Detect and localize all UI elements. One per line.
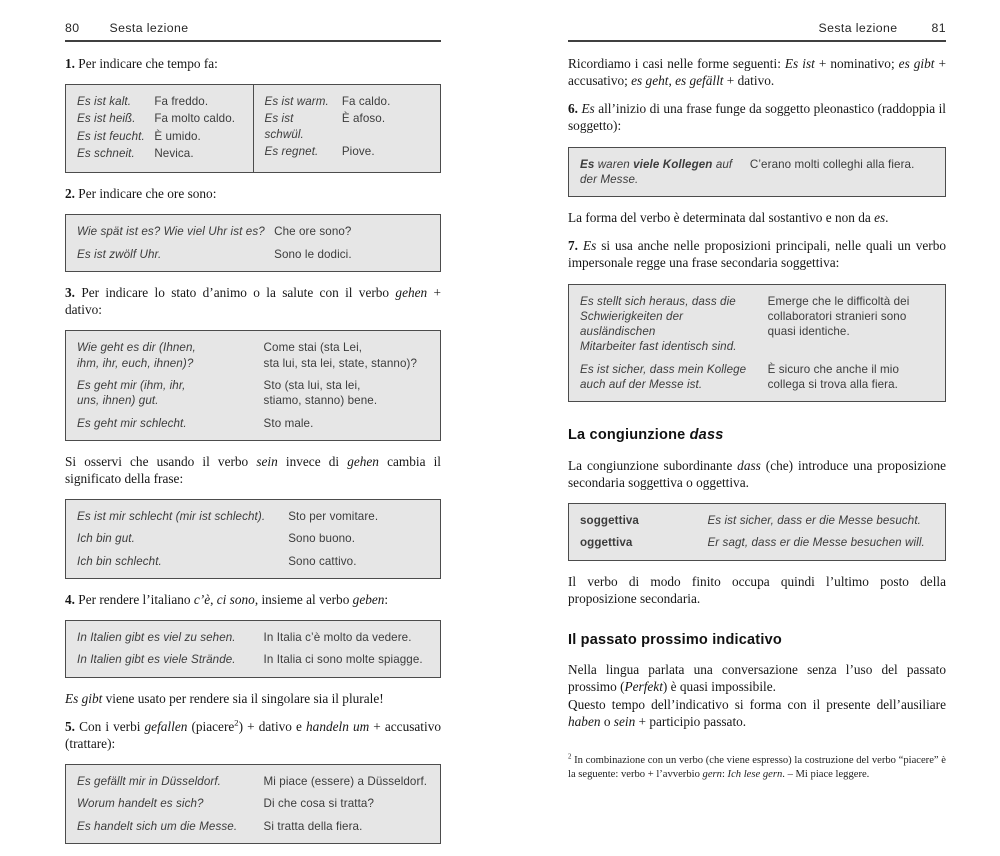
text-run: Come stai (sta Lei, (263, 341, 363, 355)
text-run: 2. (65, 186, 75, 202)
german-cell (77, 416, 264, 431)
text-run: In Italien gibt es viele Strände. (77, 653, 236, 667)
german-cell (77, 509, 288, 524)
text-run: La congiunzione (568, 427, 690, 444)
italian-cell (264, 378, 429, 409)
paragraph (65, 185, 441, 202)
text-run: Es ist mir schlecht (mir ist schlecht). (77, 510, 266, 524)
text-run: ihm, ihr, euch, ihnen)? (77, 356, 194, 370)
german-cell (77, 652, 264, 667)
text-run: Es ist feucht. (77, 129, 145, 143)
german-cell (77, 630, 264, 645)
text-run: quasi identiche. (767, 325, 850, 339)
text-run: Per indicare che ore sono: (74, 186, 217, 202)
text-run: Il verbo di modo finito occupa quindi l’ultimo posto della proposizione secondaria. (568, 573, 946, 606)
text-run: C’erano molti colleghi alla fiera. (749, 157, 915, 171)
text-run: Nevica. (154, 147, 194, 161)
table-row (265, 94, 430, 109)
paragraph (65, 55, 441, 72)
text-run: Sto male. (263, 416, 314, 430)
table-row (77, 146, 242, 161)
german-cell (77, 378, 264, 409)
text-run: Questo tempo dell’indicativo si forma con il presente dell’ausiliare (568, 696, 946, 712)
text-run: haben (568, 713, 601, 729)
text-run: Si osservi che usando il verbo (65, 453, 257, 469)
paragraph (65, 453, 441, 487)
german-cell (265, 111, 342, 142)
grammar-table (65, 499, 441, 579)
text-run: sein (256, 453, 278, 469)
text-run: Sono le dodici. (274, 247, 352, 261)
text-run: È afoso. (341, 112, 386, 126)
paragraph (65, 591, 441, 608)
example-cell (707, 535, 934, 550)
text-run: Es (581, 101, 595, 117)
text-run: si usa anche nelle proposizioni principali, nelle quali un verbo impersonale regge una frase secondaria soggettiva: (568, 238, 947, 271)
text-run: collega si trova alla fiera. (767, 378, 899, 392)
text-run: Wie spät ist es? Wie viel Uhr ist es? (77, 225, 265, 239)
table-row (77, 531, 429, 546)
paragraph (568, 100, 946, 134)
text-run: cambia il significato della frase: (65, 453, 441, 486)
table-row (77, 247, 429, 262)
text-run: Es gefällt mir in Düsseldorf. (77, 775, 222, 789)
text-run: In Italia c’è molto da vedere. (263, 631, 412, 645)
grammar-table (65, 330, 441, 440)
text-run: . – Mi piace leggere. (782, 769, 870, 781)
italian-cell (768, 362, 934, 393)
text-run: Che ore sono? (274, 225, 352, 239)
text-run: Es stellt sich heraus, dass die (580, 294, 736, 308)
section-title (568, 427, 946, 444)
italian-cell (288, 509, 429, 524)
text-run: + accusativo; (568, 56, 946, 89)
table-row (77, 509, 429, 524)
italian-cell (750, 157, 934, 188)
text-run: Fa freddo. (154, 95, 209, 109)
text-run: geben (352, 592, 385, 607)
table-row (77, 111, 242, 126)
text-run: sein (613, 713, 636, 729)
paragraph (65, 690, 441, 707)
text-run: 2 (234, 717, 239, 728)
text-run: Es ist schwül. (264, 112, 304, 141)
grammar-table (568, 147, 946, 198)
text-run: es gefällt (675, 73, 724, 89)
text-run: 5. (65, 718, 75, 734)
text-run: Mi piace (essere) a Düsseldorf. (263, 775, 428, 789)
right-page (568, 21, 946, 783)
text-run: , (668, 73, 676, 89)
table-row (77, 554, 429, 569)
text-run: Es ist (784, 56, 815, 71)
table-row (77, 630, 429, 645)
text-run: Emerge che le difficoltà dei (767, 294, 910, 308)
paragraph (65, 284, 441, 318)
text-run: , insieme al verbo (254, 592, 353, 607)
german-cell (77, 247, 274, 262)
text-run: es geht (631, 73, 669, 89)
italian-cell (154, 146, 241, 161)
text-run: La forma del verbo è determinata dal sostantivo e non da (568, 210, 875, 226)
text-run: Es gibt (65, 690, 103, 706)
grammar-table-two-column (65, 84, 441, 173)
italian-cell (264, 630, 429, 645)
text-run: (piacere (187, 718, 235, 734)
german-cell (265, 94, 342, 109)
italian-cell (264, 819, 429, 834)
page-number: 80 (65, 21, 80, 35)
text-run: viele Kollegen (633, 157, 713, 171)
paragraph (568, 237, 946, 271)
text-run: Sto per vomitare. (288, 510, 379, 524)
text-run: È umido. (154, 129, 201, 143)
italian-cell (342, 94, 429, 109)
text-run: : (721, 769, 728, 781)
text-run: Piove. (341, 145, 375, 159)
table-row (77, 94, 242, 109)
text-run: Es ist sicher, dass mein Kollege (580, 362, 747, 376)
text-run: Es schneit. (77, 147, 135, 161)
text-run: Sto (sta lui, sta lei, (263, 378, 361, 392)
text-run: Ich bin gut. (77, 532, 135, 546)
text-run: + accusativo (trattare): (65, 718, 441, 752)
text-run: Schwierigkeiten der ausländischen (580, 309, 684, 339)
text-run: Mitarbeiter fast identisch sind. (580, 340, 737, 354)
text-run: 1. (65, 56, 75, 71)
text-run: Il passato prossimo indicativo (568, 631, 782, 648)
text-run: gehen (347, 453, 379, 469)
german-cell (580, 157, 750, 188)
text-run: gefallen (144, 718, 188, 734)
table-row (580, 513, 934, 528)
page-content-left (65, 55, 441, 844)
german-cell (77, 146, 154, 161)
table-row (77, 416, 429, 431)
grammar-table (568, 284, 946, 403)
text-run: , (210, 592, 217, 607)
german-cell (77, 819, 264, 834)
text-run: (che) introduce una proposizione secondaria soggettiva o oggettiva. (568, 457, 946, 490)
text-run: Es ist warm. (264, 95, 329, 109)
page-number: 81 (931, 21, 946, 35)
text-run: Es geht mir schlecht. (77, 416, 187, 430)
german-cell (265, 144, 342, 159)
table-right-half (253, 85, 441, 172)
italian-cell (288, 531, 429, 546)
text-run: ) è quasi impossibile. (662, 679, 776, 695)
italian-cell (264, 796, 429, 811)
text-run: waren (594, 157, 634, 171)
text-run: Es ist heiß. (77, 112, 136, 126)
paragraph (568, 55, 946, 89)
page-header-left (65, 21, 441, 42)
text-run: invece di (277, 453, 348, 469)
italian-cell (264, 416, 429, 431)
italian-cell (274, 247, 429, 262)
text-run: 6. (568, 101, 578, 117)
text-run: + participio passato. (635, 713, 747, 729)
text-run: In Italia ci sono molte spiagge. (263, 653, 423, 667)
text-run: La congiunzione subordinante (568, 457, 738, 473)
text-run: 7. (568, 238, 578, 254)
text-run: Fa caldo. (341, 95, 391, 109)
text-run: stiamo, stanno) bene. (263, 394, 378, 408)
label-cell: oggettiva (580, 536, 633, 550)
italian-cell (342, 111, 429, 142)
dass-table (568, 503, 946, 561)
table-row (580, 294, 934, 355)
text-run: es gibt (898, 56, 935, 71)
text-run: Es regnet. (264, 145, 319, 159)
text-run: Es ist kalt. (77, 95, 132, 109)
german-cell (77, 531, 288, 546)
table-row (77, 224, 429, 239)
german-cell (77, 554, 288, 569)
text-run: Es (580, 157, 595, 171)
grammar-table (65, 764, 441, 844)
text-run: Es handelt sich um die Messe. (77, 819, 238, 833)
text-run: auch auf der Messe ist. (580, 378, 703, 392)
text-run: : (384, 592, 389, 607)
text-run: gehen (395, 285, 428, 301)
german-cell (580, 294, 768, 355)
grammar-table (65, 620, 441, 678)
german-cell (77, 340, 264, 371)
italian-cell (342, 144, 429, 159)
paragraph (568, 457, 946, 491)
table-row (580, 535, 934, 550)
text-run: o (600, 713, 614, 729)
text-run: Es ist zwölf Uhr. (77, 247, 162, 261)
italian-cell (264, 774, 429, 789)
left-page (65, 21, 441, 856)
section-title (568, 632, 946, 649)
german-cell (77, 224, 274, 239)
text-run: viene usato per rendere sia il singolare sia il plurale! (102, 690, 384, 706)
text-run: Si tratta della fiera. (263, 819, 363, 833)
table-row (77, 652, 429, 667)
paragraph (65, 718, 441, 752)
text-run: auf (712, 157, 733, 171)
italian-cell (768, 294, 934, 355)
text-run: Worum handelt es sich? (77, 797, 204, 811)
example-cell (707, 513, 934, 528)
table-row (580, 157, 934, 188)
text-run: Wie geht es dir (Ihnen, (77, 341, 196, 355)
label-cell: soggettiva (580, 514, 639, 528)
text-run: ci sono (216, 592, 255, 607)
table-row (77, 378, 429, 409)
italian-cell (154, 129, 241, 144)
paragraph (568, 209, 946, 226)
text-run: der Messe. (580, 172, 639, 186)
italian-cell (264, 652, 429, 667)
table-row (580, 362, 934, 393)
italian-cell (154, 94, 241, 109)
text-run: 3. (65, 285, 75, 301)
text-run: In Italien gibt es viel zu sehen. (77, 631, 236, 645)
text-run: c’è (193, 592, 211, 607)
text-run: Sono buono. (288, 532, 356, 546)
text-run: È sicuro che anche il mio (767, 362, 899, 376)
table-row (77, 796, 429, 811)
italian-cell (288, 554, 429, 569)
german-cell (580, 362, 768, 393)
text-run: dass (737, 457, 761, 473)
text-run: Nella lingua parlata una conversazione senza l’uso del passato prossimo ( (568, 662, 946, 695)
text-run: Es geht mir (ihm, ihr, (77, 378, 186, 392)
page-header-right (568, 21, 946, 42)
italian-cell (264, 340, 429, 371)
text-run: collaboratori stranieri sono (767, 309, 907, 323)
text-run: Con i verbi (74, 718, 145, 734)
text-run: Per indicare lo stato d’animo o la salute con il verbo (74, 285, 396, 301)
text-run: 2 (568, 753, 572, 761)
text-run: Per rendere l’italiano (74, 592, 194, 607)
paragraph (568, 573, 946, 607)
text-run: + nominativo; (814, 56, 899, 71)
text-run: dass (689, 427, 724, 444)
text-run: Sono cattivo. (288, 554, 357, 568)
text-run: Per indicare che tempo fa: (74, 56, 218, 71)
italian-cell (274, 224, 429, 239)
table-row (77, 129, 242, 144)
text-run: all’inizio di una frase funge da soggetto pleonastico (raddoppia il soggetto): (568, 101, 947, 134)
text-run: + dativo: (65, 285, 442, 318)
text-run: Di che cosa si tratta? (263, 797, 375, 811)
page-content-right (568, 55, 946, 783)
text-run: Er sagt, dass er die Messe besuchen will. (707, 536, 925, 550)
text-run: gern (702, 769, 722, 781)
text-run: . (885, 210, 889, 226)
text-run: 4. (65, 592, 75, 607)
paragraph (568, 661, 946, 730)
text-run: handeln um (306, 718, 370, 734)
text-run: sta lui, sta lei, state, stanno)? (263, 356, 417, 370)
running-title: Sesta lezione (109, 21, 189, 35)
table-row (77, 774, 429, 789)
text-run: In combinazione con un verbo (che viene espresso) la costruzione del verbo “piacere” è la seguente: verbo + l’avverbio (568, 754, 946, 781)
text-run: Fa molto caldo. (154, 112, 236, 126)
text-run: Ich bin schlecht. (77, 554, 162, 568)
german-cell (77, 111, 154, 126)
german-cell (77, 94, 154, 109)
italian-cell (154, 111, 241, 126)
german-cell (77, 774, 264, 789)
text-run: Es ist sicher, dass er die Messe besucht. (707, 514, 921, 528)
footnote (568, 754, 946, 783)
german-cell (77, 129, 154, 144)
table-row (77, 340, 429, 371)
text-run: + dativo. (723, 73, 775, 89)
running-title: Sesta lezione (818, 21, 898, 35)
text-run: uns, ihnen) gut. (77, 394, 159, 408)
table-row (77, 819, 429, 834)
text-run: Perfekt (624, 679, 663, 695)
grammar-table (65, 214, 441, 272)
text-run: ) + dativo e (238, 718, 307, 734)
table-row (265, 111, 430, 142)
text-run: Ich lese gern (727, 769, 783, 781)
text-run: Es (582, 238, 597, 254)
table-row (265, 144, 430, 159)
table-left-half (66, 85, 253, 172)
german-cell (77, 796, 264, 811)
text-run: es (874, 210, 886, 226)
text-run: Ricordiamo i casi nelle forme seguenti: (568, 56, 785, 71)
